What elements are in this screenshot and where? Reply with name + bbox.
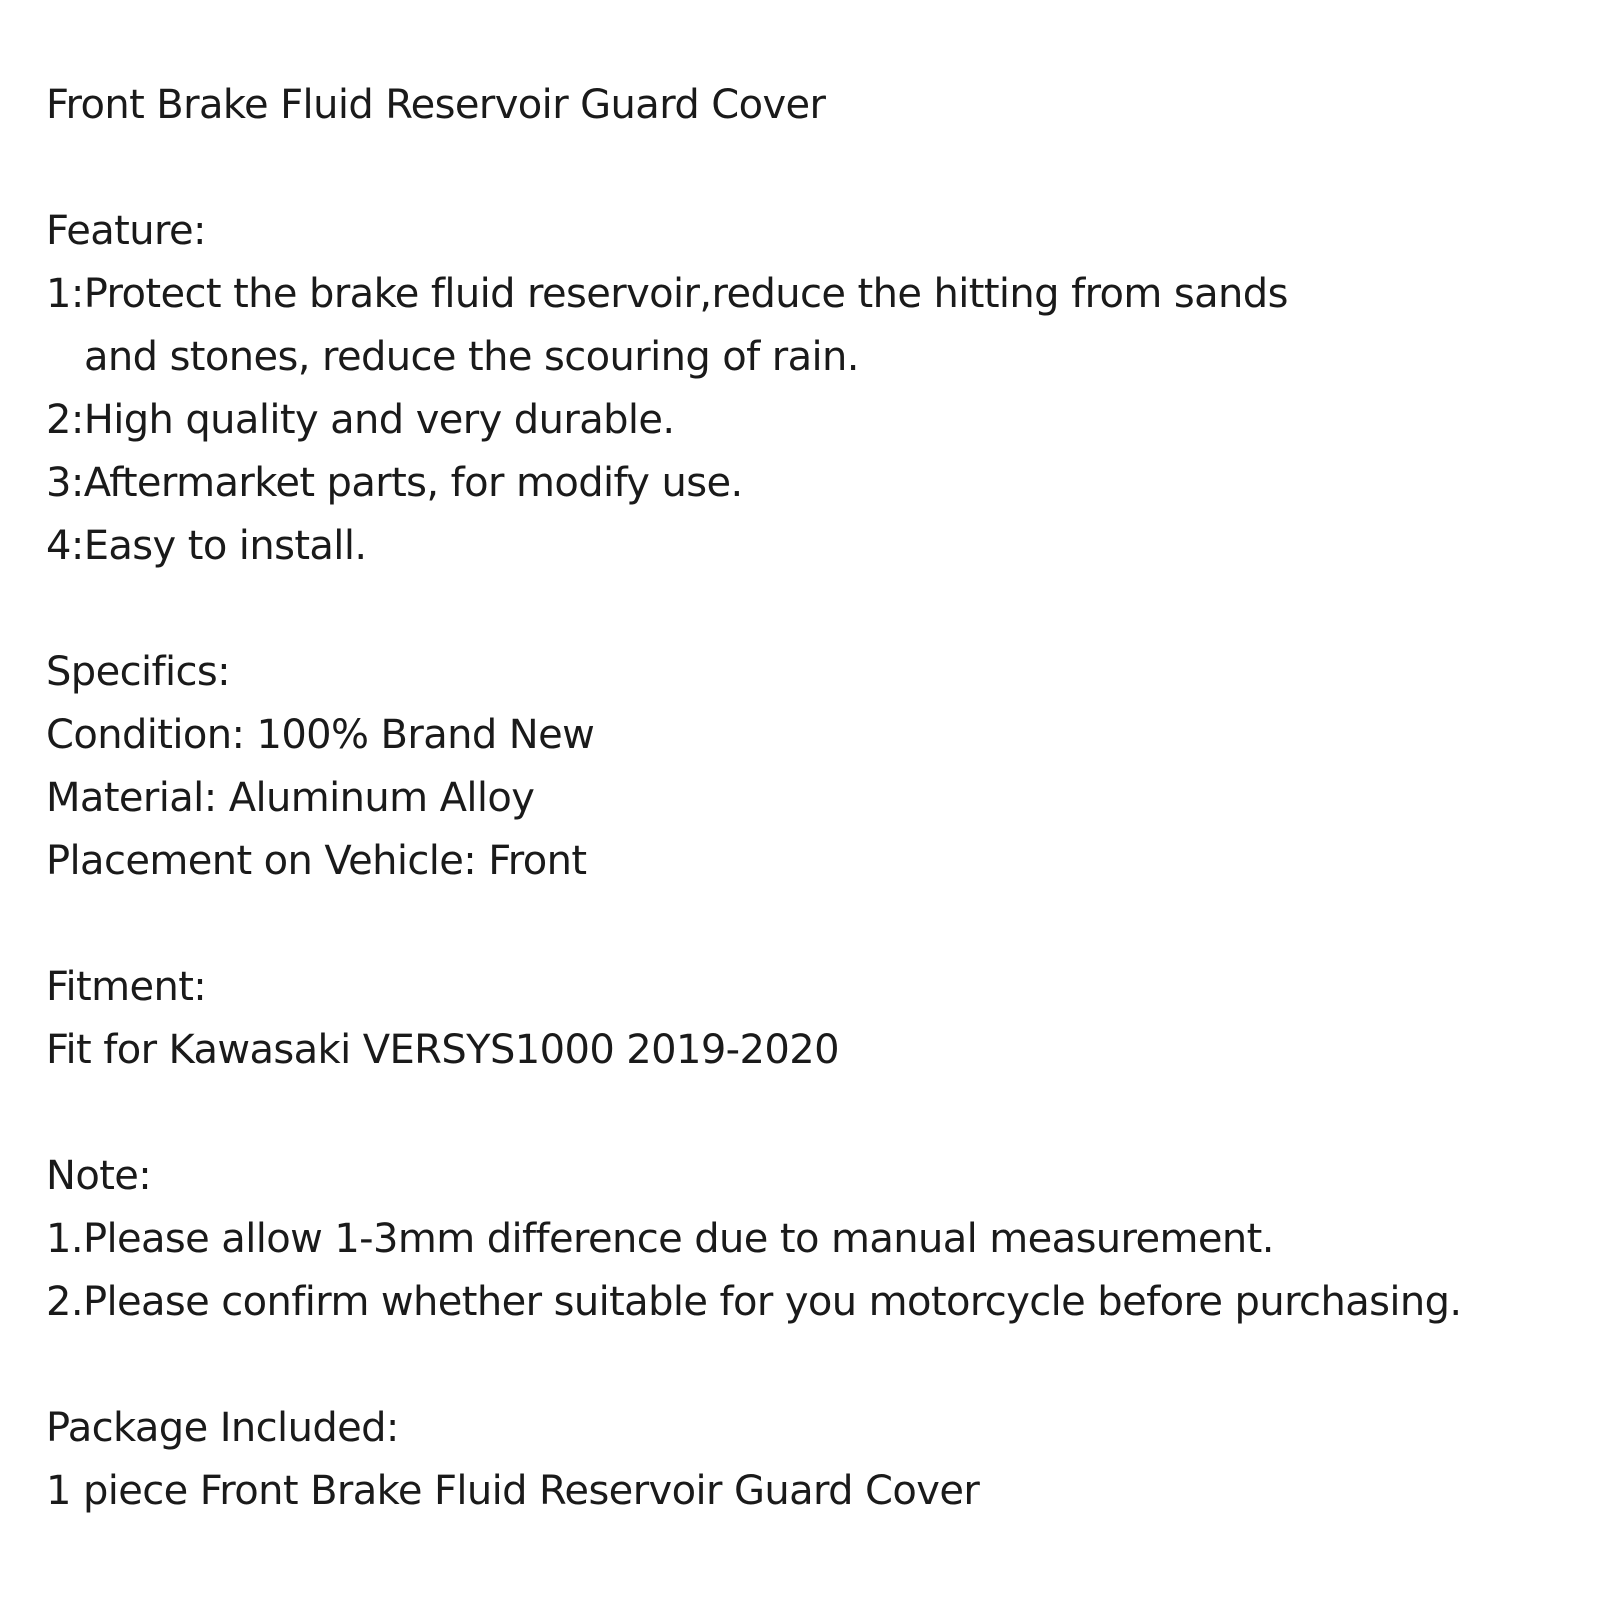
fitment-text: Fit for Kawasaki VERSYS1000 2019-2020 — [46, 1027, 839, 1073]
product-description — [46, 74, 1576, 1523]
fitment-heading: Fitment: — [46, 964, 207, 1010]
spec-condition: Condition: 100% Brand New — [46, 712, 595, 758]
feature-heading: Feature: — [46, 208, 206, 254]
spacer — [46, 1334, 1576, 1397]
spec-material: Material: Aluminum Alloy — [46, 775, 535, 821]
feature-item-1-continued: and stones, reduce the scouring of rain. — [84, 334, 859, 380]
feature-item-4: 4:Easy to install. — [46, 523, 367, 569]
package-heading: Package Included: — [46, 1405, 399, 1451]
package-text: 1 piece Front Brake Fluid Reservoir Guard Cover — [46, 1468, 980, 1514]
spacer — [46, 137, 1576, 200]
feature-item-1: 1:Protect the brake fluid reservoir,reduce the hitting from sands — [46, 271, 1288, 317]
document-title: Front Brake Fluid Reservoir Guard Cover — [46, 82, 826, 128]
feature-item-2: 2:High quality and very durable. — [46, 397, 675, 443]
spec-placement: Placement on Vehicle: Front — [46, 838, 587, 884]
spacer — [46, 578, 1576, 641]
note-item-1: 1.Please allow 1-3mm difference due to manual measurement. — [46, 1216, 1274, 1262]
note-heading: Note: — [46, 1153, 152, 1199]
spacer — [46, 893, 1576, 956]
specifics-heading: Specifics: — [46, 649, 231, 695]
note-item-2: 2.Please confirm whether suitable for you motorcycle before purchasing. — [46, 1279, 1462, 1325]
feature-item-3: 3:Aftermarket parts, for modify use. — [46, 460, 743, 506]
spacer — [46, 1082, 1576, 1145]
